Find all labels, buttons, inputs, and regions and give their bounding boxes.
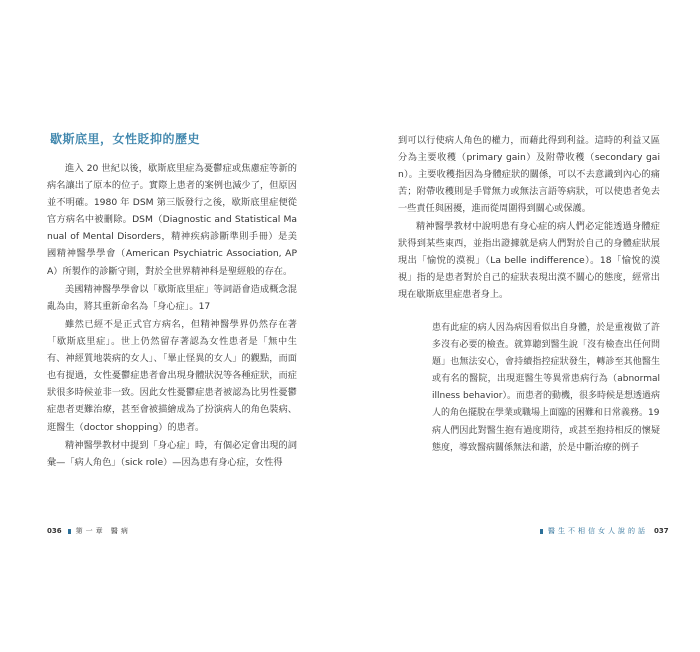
right-paragraph-2: 精神醫學教材中說明患有身心症的病人們必定能透過身體症狀得到某些東西，並指出證據就是病人們對於自己的身體症狀展現出「愉悅的漠視」（La belle indifference）。18「愉悅的漠視」指的是患者對於自己的症狀表現出漠不關心的態度，經常出現在歇斯底里症患者身上。: [398, 221, 660, 301]
left-page-number: 036: [47, 527, 62, 535]
quote-paragraph-1: 患有此症的病人因為病因看似出自身體，於是重複做了許多沒有必要的檢查。就算聽到醫生說「沒有檢查出任何問題」也無法安心，會持續指控症狀發生，轉診至其他醫生或有名的醫院，出現逛醫生等異常患病行為（abnormal illness behavior）。而患者的動機，很多時候是想透過病人的角色擺脫在學業或職場上面臨的困難和日常義務。19: [432, 323, 660, 418]
left-footer: [47, 526, 131, 536]
left-paragraph-4: 精神醫學教材中提到「身心症」時，有個必定會出現的詞彙—「病人角色」（sick role）—因為患有身心症，女性得: [47, 440, 297, 469]
right-footer-label: 醫生不相信女人說的話: [548, 527, 648, 535]
right-footer: [540, 526, 675, 536]
section-title: 歇斯底里，女性貶抑的歷史: [50, 132, 201, 146]
footer-bar: [540, 529, 543, 534]
left-paragraph-1: 進入 20 世紀以後，歇斯底里症為憂鬱症或焦慮症等新的病名讓出了原本的位子。實際上患者的案例也減少了，但原因並不明確。1980 年 DSM 第三版發行之後，歇斯底里症便從官方病名中被刪除。DSM（Diagnostic and Statistical Manual of Mental Disorders，精神疾病診斷準則手冊）是美國精神醫學學會（American Psychiatric Association, APA）所製作的診斷守則，對於全世界精神科是聖經般的存在。: [47, 163, 297, 277]
left-paragraph-2: 美國精神醫學學會以「歇斯底里症」等詞語會造成概念混亂為由，將其重新命名為「身心症」。17: [47, 284, 297, 313]
quote-paragraph-2: 病人們因此對醫生抱有過度期待，或甚至抱持相反的懷疑態度，導致醫病關係無法和諧，於是中斷治療的例子: [432, 426, 660, 453]
right-paragraph-1: 到可以行使病人角色的權力，而藉此得到利益。這時的利益又區分為主要收穫（primary gain）及附帶收穫（secondary gain）。主要收穫指因為身體症狀的關係，可以不去意識到內心的痛苦；附帶收穫則是手臂無力或無法言語等病狀，可以使患者免去一些責任與困擾，進而從周圍得到關心或保護。: [398, 135, 660, 215]
footer-bar: [68, 529, 71, 534]
right-page-number: 037: [654, 527, 669, 535]
left-paragraph-3: 雖然已經不是正式官方病名，但精神醫學界仍然存在著「歇斯底里症」。世上仍然留存著認為女性患者是「無中生有、神經質地裝病的女人」、「畢止怪異的女人」的觀點，而面也有提過，女性憂鬱症患者會出現身體狀況等各種症狀，而症狀很多時候並非一致。因此女性憂鬱症患者被認為比男性憂鬱症患者更難治療，甚至會被描繪成為了扮演病人的角色裝病、逛醫生（doctor shopping）的患者。: [47, 319, 297, 433]
left-footer-label: 第一章 醫病: [75, 527, 131, 535]
